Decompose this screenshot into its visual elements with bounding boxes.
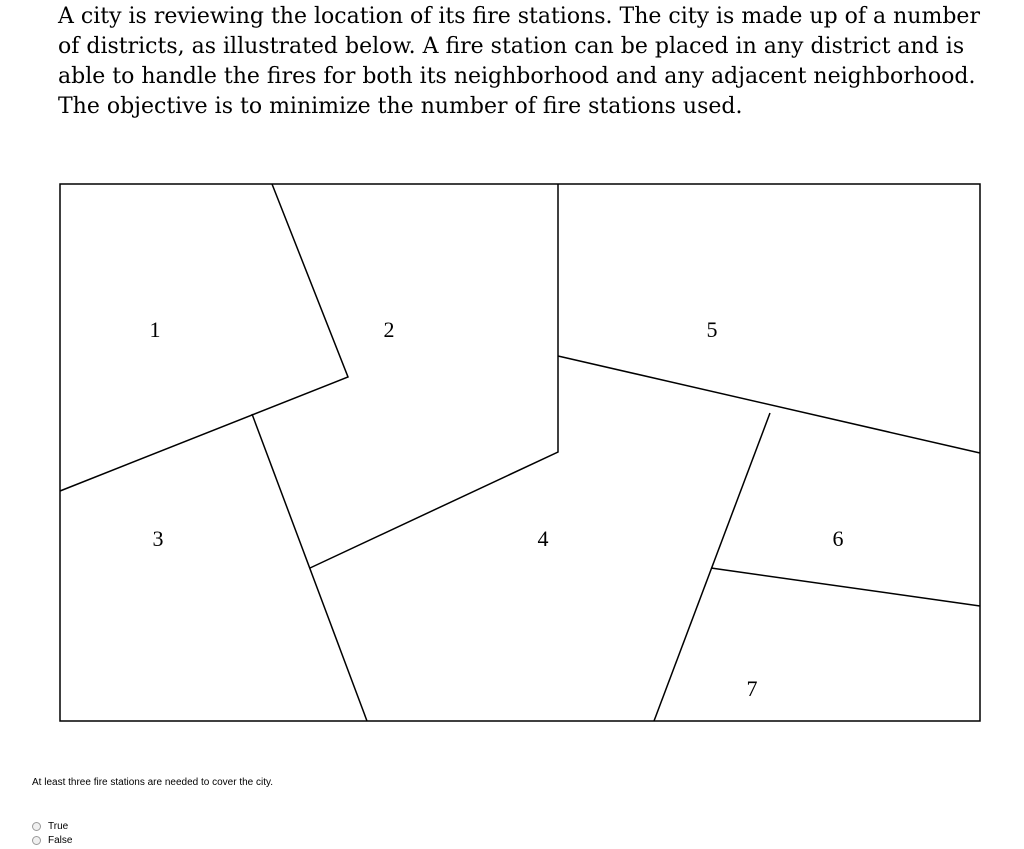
district-label-1: 1: [149, 317, 161, 342]
answer-options: [32, 819, 72, 847]
option-true-label: True: [48, 820, 69, 832]
radio-true[interactable]: [32, 822, 41, 831]
border-6-7: [711, 568, 980, 606]
district-label-2: 2: [383, 317, 395, 342]
border-1-2: [60, 184, 348, 491]
option-true[interactable]: [32, 819, 72, 833]
question-text: At least three fire stations are needed to cover the city.: [32, 777, 274, 788]
district-label-3: 3: [152, 526, 164, 551]
radio-false[interactable]: [32, 836, 41, 845]
district-label-7: 7: [746, 676, 758, 701]
option-false[interactable]: [32, 833, 72, 847]
problem-statement: A city is reviewing the location of its fire stations. The city is made up of a number of districts, as illustrated below. A fire station can be placed in any district and is able to handle the fires for both its neighborhood and any adjacent neighborhood. The objective is to minimize the number of fire stations used.: [58, 4, 980, 119]
border-4-6: [654, 413, 770, 721]
border-4-5: [558, 356, 980, 453]
district-label-5: 5: [706, 317, 718, 342]
border-2-3: [252, 414, 367, 721]
option-false-label: False: [48, 834, 73, 846]
district-label-4: 4: [537, 526, 549, 551]
city-boundary: [60, 184, 980, 721]
district-label-6: 6: [832, 526, 844, 551]
